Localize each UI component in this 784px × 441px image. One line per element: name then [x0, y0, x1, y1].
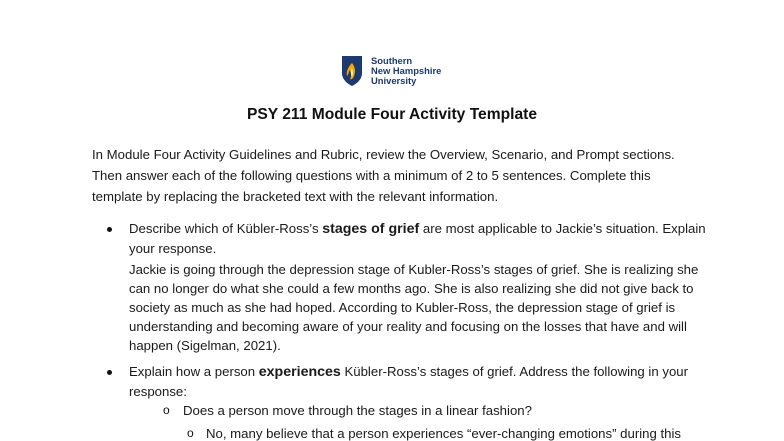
question-1-text-a: Describe which of Kübler-Ross’s [129, 221, 323, 236]
question-1-line-1 [129, 219, 706, 239]
sub-bullet-1-marker: o [163, 403, 170, 417]
bullet-icon [107, 370, 112, 375]
document-title: PSY 211 Module Four Activity Template [246, 106, 537, 123]
intro-line-3: template by replacing the bracketed text with the relevant information. [92, 189, 499, 204]
answer-1 [129, 260, 698, 355]
question-2-line-1 [129, 362, 688, 382]
question-2-text-a: Explain how a person [129, 364, 259, 379]
answer-1-line-1: Jackie is going through the depression stage of Kubler-Ross’s stages of grief. She is realizing she [129, 262, 699, 277]
question-1 [129, 219, 706, 258]
question-2-text-b: Kübler-Ross’s stages of grief. Address the following in your [340, 364, 688, 379]
question-1-keyword: stages of grief [322, 221, 420, 237]
answer-1-line-3: society as much as she had hoped. According to Kubler-Ross, the depression stage of grief is [129, 300, 676, 315]
logo-line-1: Southern [371, 55, 413, 66]
answer-1-line-5: happen (Sigelman, 2021). [129, 338, 281, 353]
shield-logo-icon [341, 55, 363, 87]
question-2-keyword: experiences [258, 364, 341, 380]
sub-question-1: Does a person move through the stages in a linear fashion? [183, 403, 532, 418]
university-logo [341, 54, 441, 88]
question-1-line-2: your response. [129, 241, 217, 256]
bullet-icon [107, 227, 112, 232]
question-2-line-2: response: [129, 384, 187, 399]
intro-line-1: In Module Four Activity Guidelines and Rubric, review the Overview, Scenario, and Prompt sections. [92, 147, 675, 162]
sub-answer-1: No, many believe that a person experiences “ever-changing emotions” during this [206, 426, 682, 441]
answer-1-line-2: can no longer do what she could a few months ago. She is also realizing she did not give back to [129, 281, 694, 296]
logo-line-3: University [371, 75, 417, 86]
logo-line-2: New Hampshire [371, 65, 442, 76]
logo-wordmark [371, 56, 441, 86]
intro-paragraph [92, 144, 692, 207]
answer-1-line-4: understanding and becoming aware of your reality and focusing on the losses that have and will [129, 319, 687, 334]
intro-line-2: Then answer each of the following questions with a minimum of 2 to 5 sentences. Complete this [92, 168, 651, 183]
question-1-text-b: are most applicable to Jackie’s situation. Explain [419, 221, 706, 236]
question-2 [129, 362, 688, 401]
sub-bullet-2-marker: o [187, 426, 194, 440]
